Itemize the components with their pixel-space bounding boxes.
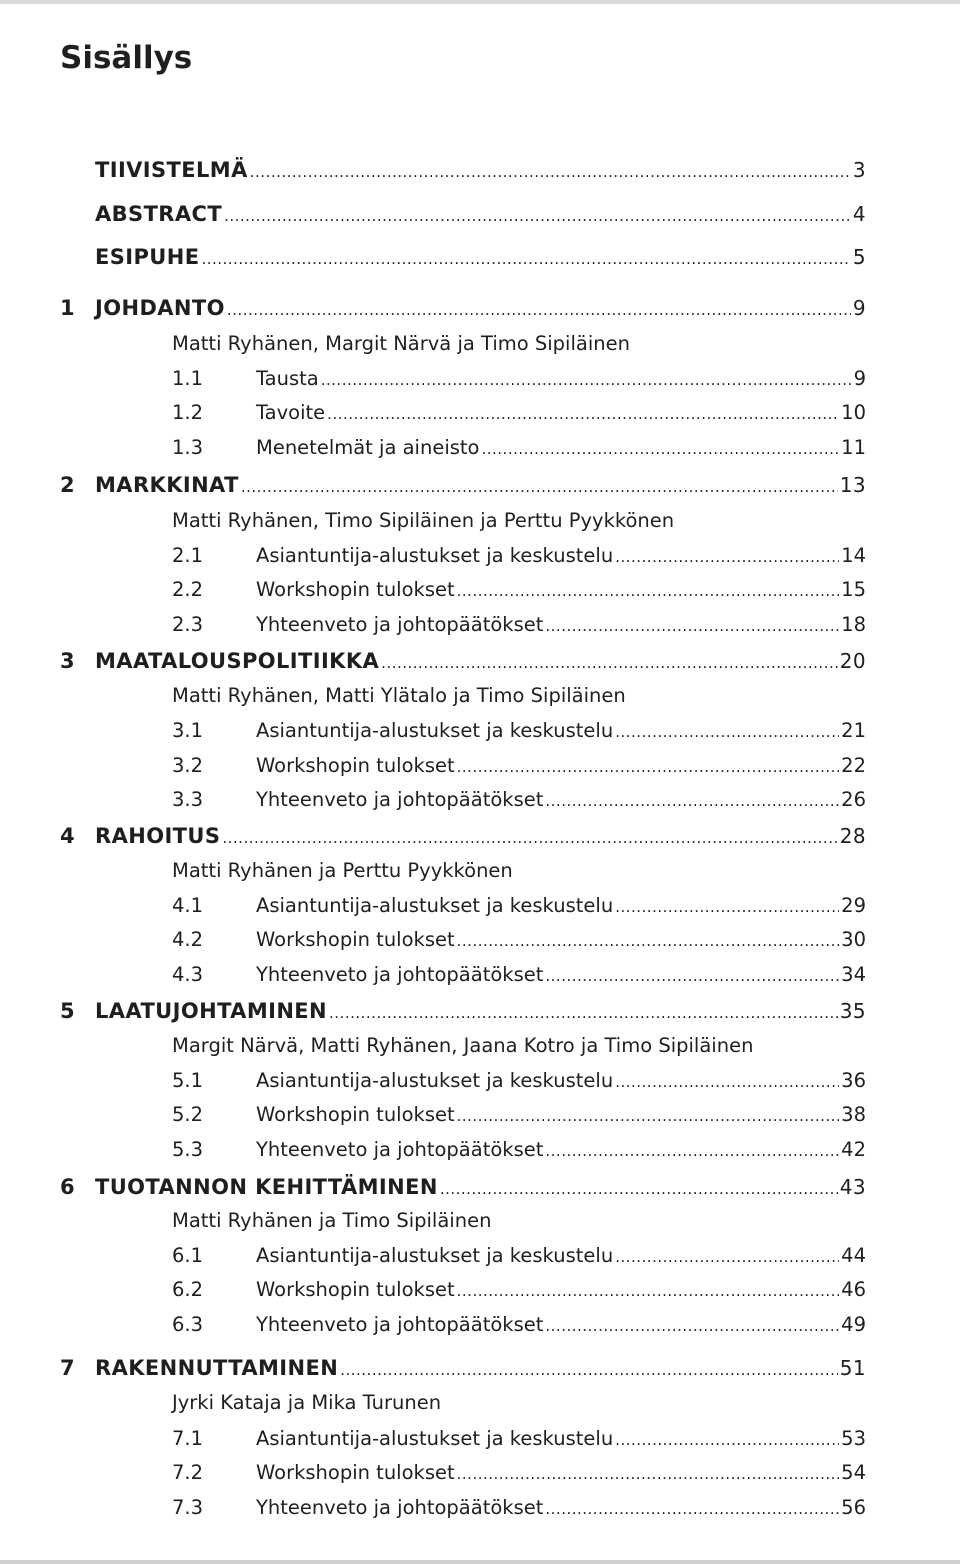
dot-leader [224, 202, 851, 230]
toc-authors [172, 507, 866, 535]
dot-leader [545, 962, 839, 990]
dot-leader [250, 158, 851, 186]
toc-entry-title: Asiantuntija-alustukset ja keskustelu [256, 1427, 614, 1450]
toc-entry-title: Menetelmät ja aineisto [256, 436, 480, 459]
toc-entry-title: Yhteenveto ja johtopäätökset [256, 613, 544, 636]
toc-entry-title: RAHOITUS [95, 824, 221, 848]
toc-subentry-1-1[interactable] [172, 365, 866, 393]
toc-authors-text: Jyrki Kataja ja Mika Turunen [172, 1391, 442, 1414]
toc-entry-title: Yhteenveto ja johtopäätökset [256, 1496, 544, 1519]
toc-entry-number: 1 [60, 296, 76, 320]
toc-entry-page: 13 [839, 473, 866, 497]
toc-entry-title: TUOTANNON KEHITTÄMINEN [95, 1175, 438, 1199]
toc-entry-page: 43 [839, 1175, 866, 1199]
toc-entry-title: Workshopin tulokset [256, 1278, 455, 1301]
toc-authors-text: Matti Ryhänen, Margit Närvä ja Timo Sipiläinen [172, 332, 630, 355]
toc-entry-number: 1.1 [172, 367, 204, 390]
toc-authors-text: Margit Närvä, Matti Ryhänen, Jaana Kotro ja Timo Sipiläinen [172, 1034, 754, 1057]
toc-subentry-5-2[interactable] [172, 1101, 866, 1129]
dot-leader [615, 543, 839, 571]
toc-entry-title: Yhteenveto ja johtopäätökset [256, 1313, 544, 1336]
dot-leader [201, 245, 850, 273]
toc-entry-title: JOHDANTO [95, 296, 225, 320]
dot-leader [545, 1137, 839, 1165]
toc-entry-page: 3 [852, 158, 866, 182]
toc-entry-number: 6 [60, 1175, 76, 1199]
toc-authors [172, 1389, 866, 1417]
toc-entry-title: Workshopin tulokset [256, 928, 455, 951]
dot-leader [545, 1495, 839, 1523]
dot-leader [381, 649, 838, 677]
toc-entry-number: 6.1 [172, 1244, 204, 1267]
toc-subentry-3-2[interactable] [172, 752, 866, 780]
toc-subentry-5-1[interactable] [172, 1067, 866, 1095]
toc-entry-title: Tausta [256, 367, 319, 390]
toc-entry-page: 49 [841, 1313, 866, 1336]
toc-entry-number: 2.2 [172, 578, 204, 601]
toc-entry-title: Workshopin tulokset [256, 578, 455, 601]
toc-subentry-5-3[interactable] [172, 1136, 866, 1164]
toc-entry-number: 5 [60, 999, 76, 1023]
toc-entry-tiivistelma[interactable] [60, 156, 866, 184]
bottom-rule [0, 1560, 960, 1564]
toc-entry-page: 30 [841, 928, 866, 951]
toc-entry-title: MAATALOUSPOLITIIKKA [95, 649, 380, 673]
toc-entry-page: 38 [841, 1103, 866, 1126]
toc-subentry-6-1[interactable] [172, 1242, 866, 1270]
toc-entry-page: 51 [839, 1356, 866, 1380]
dot-leader [321, 366, 852, 394]
dot-leader [481, 435, 839, 463]
toc-entry-title: Asiantuntija-alustukset ja keskustelu [256, 544, 614, 567]
toc-subentry-1-2[interactable] [172, 399, 866, 427]
toc-entry-number: 5.3 [172, 1138, 204, 1161]
toc-entry-chapter-7[interactable] [60, 1354, 866, 1382]
toc-entry-title: Asiantuntija-alustukset ja keskustelu [256, 894, 614, 917]
toc-entry-number: 4.3 [172, 963, 204, 986]
toc-entry-title: MARKKINAT [95, 473, 239, 497]
toc-entry-page: 36 [841, 1069, 866, 1092]
toc-subentry-2-2[interactable] [172, 576, 866, 604]
toc-entry-page: 20 [839, 649, 866, 673]
toc-entry-number: 7.1 [172, 1427, 204, 1450]
toc-entry-title: Workshopin tulokset [256, 754, 455, 777]
toc-subentry-7-2[interactable] [172, 1459, 866, 1487]
toc-entry-number: 3 [60, 649, 76, 673]
toc-entry-page: 54 [841, 1461, 866, 1484]
toc-entry-chapter-5[interactable] [60, 997, 866, 1025]
toc-entry-page: 5 [852, 245, 866, 269]
toc-entry-page: 35 [839, 999, 866, 1023]
toc-entry-title: Asiantuntija-alustukset ja keskustelu [256, 719, 614, 742]
toc-authors-text: Matti Ryhänen, Timo Sipiläinen ja Perttu Pyykkönen [172, 509, 675, 532]
toc-entry-number: 7 [60, 1356, 76, 1380]
toc-subentry-1-3[interactable] [172, 434, 866, 462]
toc-entry-page: 18 [841, 613, 866, 636]
toc-entry-chapter-3[interactable] [60, 647, 866, 675]
toc-entry-chapter-6[interactable] [60, 1173, 866, 1201]
toc-entry-title: Asiantuntija-alustukset ja keskustelu [256, 1069, 614, 1092]
toc-entry-number: 2.3 [172, 613, 204, 636]
toc-entry-title: RAKENNUTTAMINEN [95, 1356, 339, 1380]
toc-entry-page: 15 [841, 578, 866, 601]
toc-authors [172, 857, 866, 885]
dot-leader [222, 824, 837, 852]
dot-leader [457, 753, 840, 781]
toc-entry-chapter-1[interactable] [60, 294, 866, 322]
toc-entry-number: 7.3 [172, 1496, 204, 1519]
dot-leader [545, 1312, 839, 1340]
toc-entry-page: 14 [841, 544, 866, 567]
toc-entry-number: 2.1 [172, 544, 204, 567]
toc-entry-number: 5.1 [172, 1069, 204, 1092]
toc-authors [172, 330, 866, 358]
toc-subentry-3-3[interactable] [172, 786, 866, 814]
toc-entry-page: 53 [841, 1427, 866, 1450]
toc-entry-title: Asiantuntija-alustukset ja keskustelu [256, 1244, 614, 1267]
toc-entry-title: Workshopin tulokset [256, 1461, 455, 1484]
toc-entry-page: 22 [841, 754, 866, 777]
dot-leader [329, 999, 838, 1027]
toc-entry-number: 5.2 [172, 1103, 204, 1126]
dot-leader [440, 1175, 838, 1203]
toc-entry-page: 34 [841, 963, 866, 986]
dot-leader [545, 612, 839, 640]
dot-leader [457, 1277, 840, 1305]
toc-subentry-3-1[interactable] [172, 717, 866, 745]
toc-entry-chapter-4[interactable] [60, 822, 866, 850]
toc-entry-page: 46 [841, 1278, 866, 1301]
page-title: Sisällys [60, 40, 193, 76]
toc-entry-number: 1.3 [172, 436, 204, 459]
toc-entry-number: 6.3 [172, 1313, 204, 1336]
toc-subentry-7-3[interactable] [172, 1494, 866, 1522]
toc-entry-esipuhe[interactable] [60, 243, 866, 271]
dot-leader [615, 718, 839, 746]
dot-leader [615, 1068, 839, 1096]
dot-leader [457, 927, 840, 955]
toc-subentry-6-3[interactable] [172, 1311, 866, 1339]
toc-subentry-6-2[interactable] [172, 1276, 866, 1304]
dot-leader [457, 1102, 840, 1130]
toc-authors-text: Matti Ryhänen, Matti Ylätalo ja Timo Sipiläinen [172, 684, 626, 707]
toc-subentry-2-3[interactable] [172, 611, 866, 639]
toc-entry-title: ABSTRACT [95, 202, 223, 226]
toc-entry-page: 42 [841, 1138, 866, 1161]
dot-leader [615, 1426, 839, 1454]
toc-subentry-7-1[interactable] [172, 1425, 866, 1453]
toc-entry-title: LAATUJOHTAMINEN [95, 999, 328, 1023]
toc-entry-title: Yhteenveto ja johtopäätökset [256, 788, 544, 811]
toc-entry-number: 3.1 [172, 719, 204, 742]
toc-entry-page: 21 [841, 719, 866, 742]
toc-entry-number: 4.2 [172, 928, 204, 951]
dot-leader [615, 1243, 839, 1271]
dot-leader [615, 893, 839, 921]
dot-leader [227, 296, 851, 324]
toc-entry-page: 9 [852, 296, 866, 320]
toc-entry-title: Tavoite [256, 401, 326, 424]
toc-entry-number: 7.2 [172, 1461, 204, 1484]
dot-leader [241, 473, 838, 501]
toc-entry-number: 4.1 [172, 894, 204, 917]
toc-authors-text: Matti Ryhänen ja Timo Sipiläinen [172, 1209, 492, 1232]
dot-leader [545, 787, 839, 815]
toc-entry-page: 10 [841, 401, 866, 424]
toc-entry-title: TIIVISTELMÄ [95, 158, 248, 182]
dot-leader [457, 1460, 840, 1488]
toc-authors [172, 1207, 866, 1235]
toc-entry-page: 26 [841, 788, 866, 811]
toc-entry-title: ESIPUHE [95, 245, 200, 269]
toc-entry-number: 3.2 [172, 754, 204, 777]
toc-entry-title: Yhteenveto ja johtopäätökset [256, 1138, 544, 1161]
toc-entry-number: 3.3 [172, 788, 204, 811]
toc-entry-page: 4 [852, 202, 866, 226]
toc-entry-abstract[interactable] [60, 200, 866, 228]
toc-subentry-2-1[interactable] [172, 542, 866, 570]
toc-authors [172, 1032, 866, 1060]
toc-entry-chapter-2[interactable] [60, 471, 866, 499]
toc-authors-text: Matti Ryhänen ja Perttu Pyykkönen [172, 859, 513, 882]
toc-entry-number: 6.2 [172, 1278, 204, 1301]
toc-entry-number: 1.2 [172, 401, 204, 424]
toc-entry-page: 56 [841, 1496, 866, 1519]
toc-entry-page: 11 [841, 436, 866, 459]
toc-subentry-4-3[interactable] [172, 961, 866, 989]
toc-authors [172, 682, 866, 710]
toc-entry-page: 28 [839, 824, 866, 848]
toc-entry-title: Yhteenveto ja johtopäätökset [256, 963, 544, 986]
toc-entry-number: 4 [60, 824, 76, 848]
toc-entry-page: 9 [853, 367, 866, 390]
toc-entry-title: Workshopin tulokset [256, 1103, 455, 1126]
toc-entry-page: 29 [841, 894, 866, 917]
toc-entry-number: 2 [60, 473, 76, 497]
dot-leader [327, 400, 839, 428]
dot-leader [340, 1356, 838, 1384]
toc-entry-page: 44 [841, 1244, 866, 1267]
toc-subentry-4-1[interactable] [172, 892, 866, 920]
toc-subentry-4-2[interactable] [172, 926, 866, 954]
dot-leader [457, 577, 840, 605]
